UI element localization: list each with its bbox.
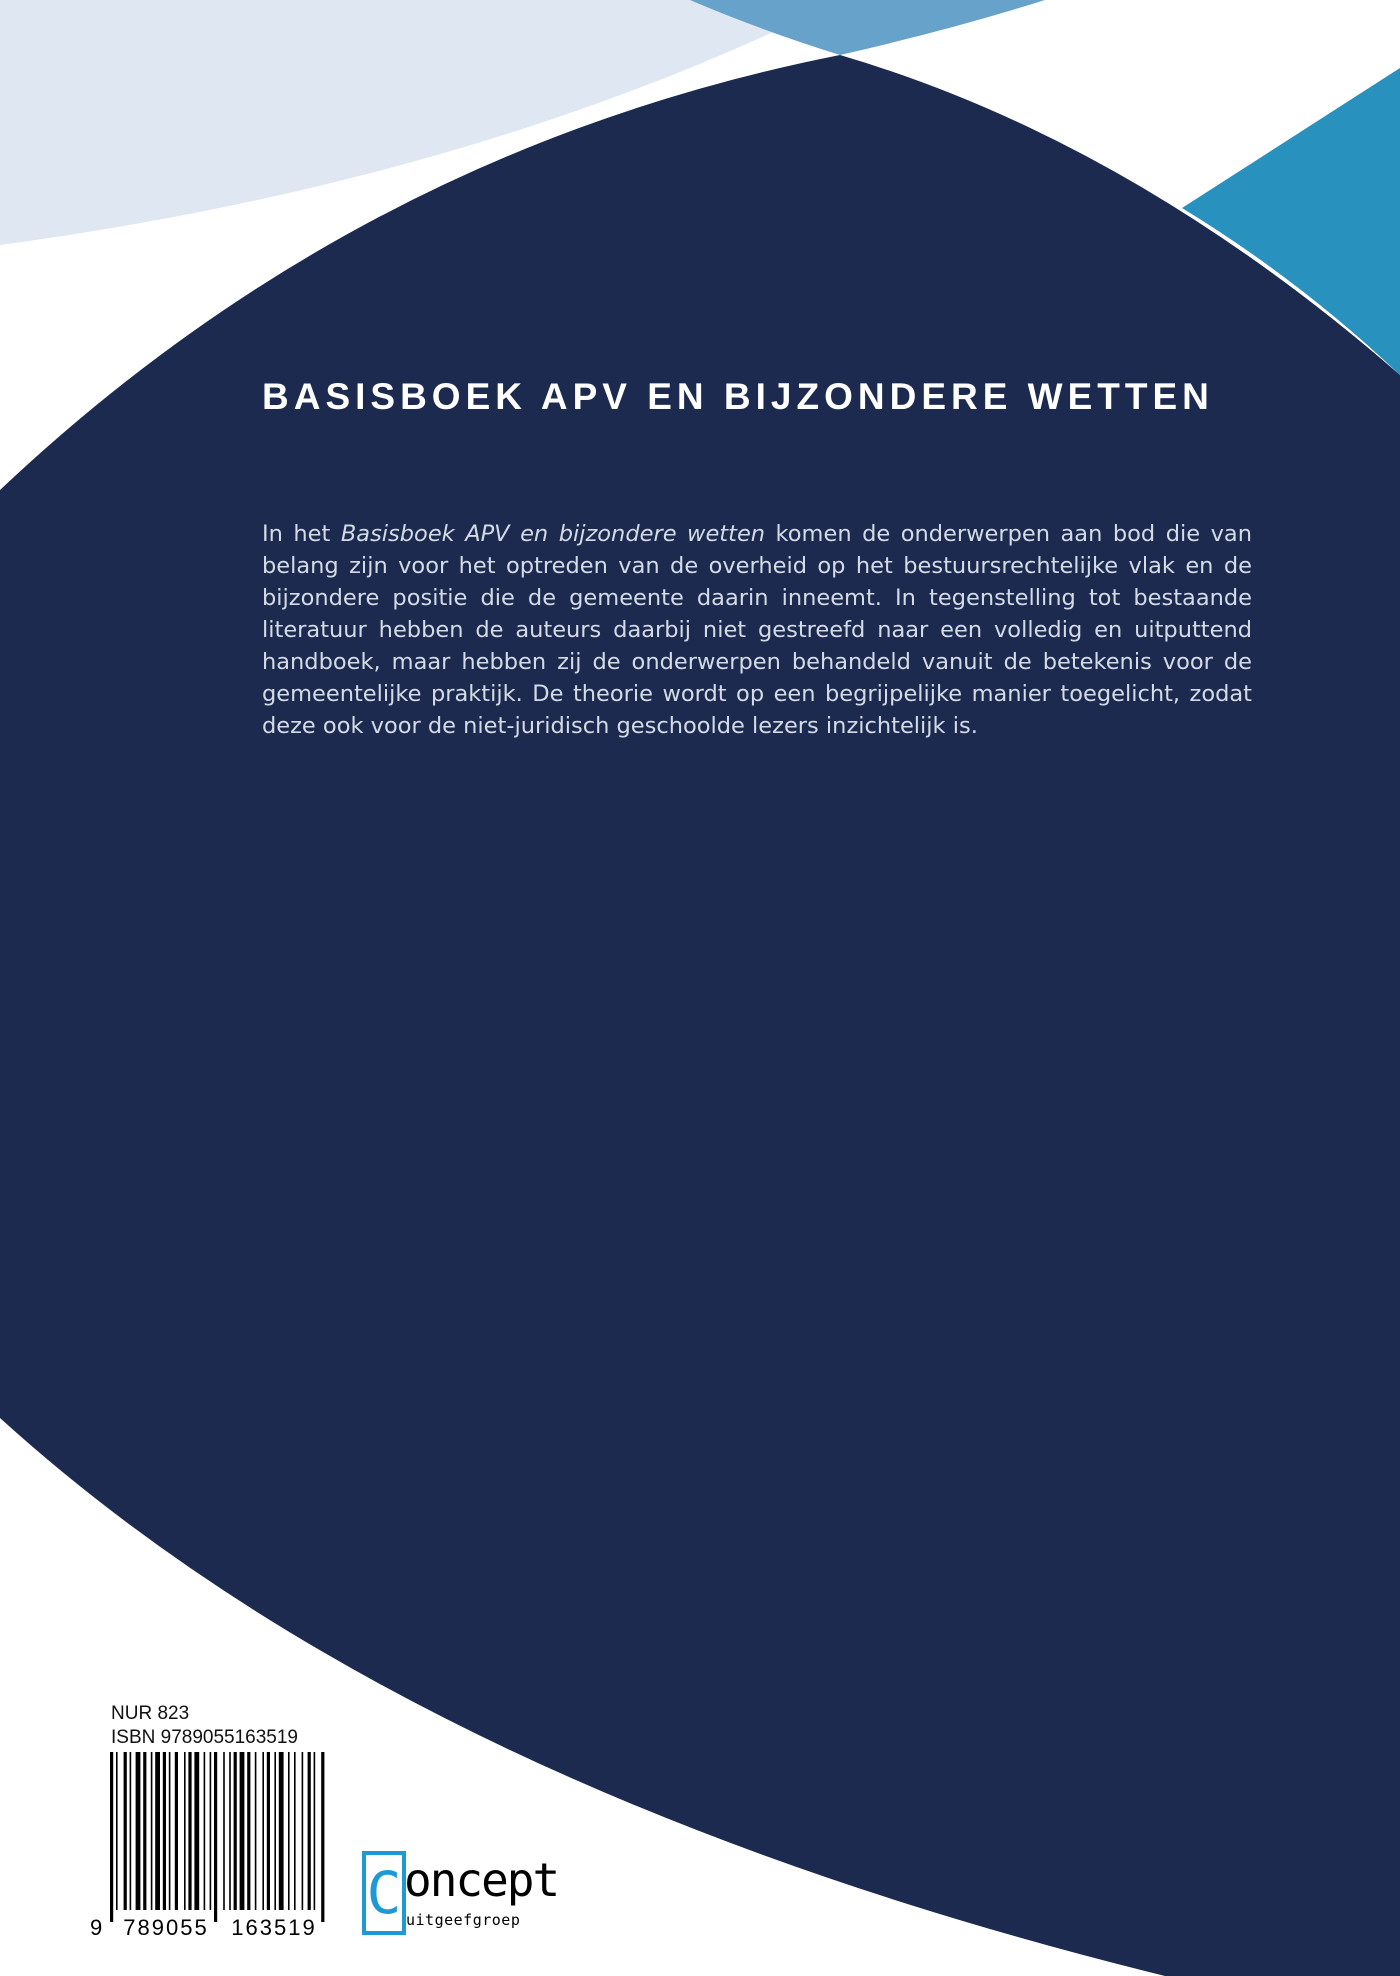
barcode-left-digits: 789055 (123, 1915, 209, 1940)
back-cover-blurb (262, 518, 1252, 742)
logo-c-frame-icon (362, 1851, 406, 1935)
book-title: BASISBOEK APV EN BIJZONDERE WETTEN (262, 376, 1214, 417)
logo-c-letter: C (366, 1859, 402, 1927)
barcode-bars (110, 1752, 324, 1922)
nur-code: NUR 823 (111, 1703, 190, 1724)
logo-wordmark: oncept (404, 1853, 559, 1907)
navy-lens-shape (0, 55, 1400, 1976)
logo-subtitle: uitgeefgroep (406, 1911, 521, 1929)
isbn-number: ISBN 9789055163519 (111, 1727, 298, 1748)
blurb-book-title: Basisboek APV en bijzondere wetten (340, 521, 766, 547)
barcode-first-digit: 9 (90, 1915, 103, 1940)
blurb-body: komen de onderwerpen aan bod die van belang zijn voor het optreden van de overheid op het bestuursrechtelijke vlak en de bijzondere positie die de gemeente daarin inneemt. In tegenstelling tot bestaande literatuur hebben de auteurs daarbij niet gestreefd naar een volledig en uitputtend handboek, maar hebben zij de onderwerpen behandeld vanuit de betekenis voor de gemeentelijke praktijk. De theorie wordt op een begrijpelijke manier toegelicht, zodat deze ook voor de niet-juridisch geschoolde lezers inzichtelijk is. (262, 521, 1252, 739)
isbn-barcode (90, 1752, 350, 1967)
blurb-lead: In het (262, 521, 341, 547)
barcode-right-digits: 163519 (231, 1915, 317, 1940)
publisher-logo (362, 1851, 559, 1941)
